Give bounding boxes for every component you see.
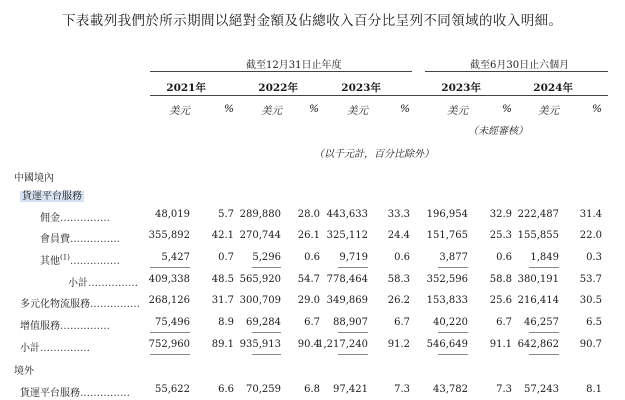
- cell-others-2022-amount: 5,296: [252, 252, 281, 263]
- cell-membership-fee-2023h1-amount: 151,765: [426, 230, 468, 241]
- subtotal-rule: [338, 332, 368, 333]
- year-header-rule: [150, 95, 608, 96]
- unit-pct-2022: %: [309, 103, 319, 115]
- cell-others-2024h1-amount: 1,849: [530, 252, 559, 263]
- unaudited-note: （未經審核）: [468, 126, 528, 137]
- leader-dots: ……………: [90, 299, 140, 310]
- cell-others-2023-amount: 9,719: [339, 252, 368, 263]
- cell-commission-2023-pct: 33.3: [387, 209, 410, 220]
- cell-overseas-freight-platform-2023h1-pct: 7.3: [496, 384, 512, 395]
- cell-domestic-subtotal-2021-pct: 89.1: [211, 339, 234, 350]
- cell-diversified-logistics-2023-pct: 26.2: [387, 295, 410, 306]
- unit-amount-2023: 美元: [347, 105, 368, 117]
- cell-value-added-2023h1-pct: 6.7: [496, 317, 512, 328]
- unit-pct-2023: %: [400, 103, 410, 115]
- row-label-text: 佣金: [40, 213, 60, 224]
- subtotal-rule: [438, 332, 468, 333]
- cell-others-2023h1-amount: 3,877: [439, 252, 468, 263]
- cell-others-2022-pct: 0.6: [304, 252, 320, 263]
- cell-value-added-2024h1-amount: 46,257: [524, 317, 559, 328]
- cell-overseas-freight-platform-2024h1-amount: 57,243: [524, 384, 559, 395]
- cell-domestic-subtotal-2023-amount: 1,217,240: [317, 339, 368, 350]
- cell-domestic-subtotal-2024h1-amount: 642,862: [517, 339, 559, 350]
- cell-freight-subtotal-2022-pct: 54.7: [297, 274, 320, 285]
- subtotal-rule: [438, 267, 468, 268]
- cell-diversified-logistics-2023h1-pct: 25.6: [489, 295, 512, 306]
- leader-dots: ……………: [70, 234, 120, 245]
- subtotal-rule: [150, 332, 190, 333]
- cell-domestic-subtotal-2022-amount: 935,913: [239, 339, 281, 350]
- row-label-value-added: [20, 317, 110, 332]
- annual-period-header: 截至12月31日止年度: [246, 60, 342, 71]
- unit-amount-2022: 美元: [261, 105, 282, 117]
- cell-value-added-2021-amount: 75,496: [155, 317, 190, 328]
- cell-value-added-2023h1-amount: 40,220: [433, 317, 468, 328]
- cell-value-added-2023-amount: 88,907: [333, 317, 368, 328]
- year-header-2023: 2023年: [341, 82, 381, 94]
- row-label-text: 其他: [40, 256, 60, 267]
- cell-membership-fee-2021-amount: 355,892: [148, 230, 190, 241]
- cell-overseas-freight-platform-2021-pct: 6.6: [218, 384, 234, 395]
- row-label-text: 多元化物流服務: [20, 299, 90, 310]
- cell-value-added-2023-pct: 6.7: [394, 317, 410, 328]
- subtotal-rule: [150, 267, 190, 268]
- year-header-2023-half: 2023年: [441, 82, 481, 94]
- annual-header-rule: [150, 71, 412, 72]
- unit-pct-2024-half: %: [592, 103, 602, 115]
- cell-domestic-subtotal-2023h1-amount: 546,649: [426, 339, 468, 350]
- cell-freight-subtotal-2024h1-pct: 53.7: [579, 274, 602, 285]
- unit-amount-2021: 美元: [169, 105, 190, 117]
- cell-membership-fee-2021-pct: 42.1: [211, 230, 234, 241]
- row-label-commission: [40, 209, 110, 224]
- cell-membership-fee-2023-pct: 24.4: [387, 230, 410, 241]
- cell-freight-subtotal-2024h1-amount: 380,191: [517, 274, 559, 285]
- leader-dots: ……………: [60, 321, 110, 332]
- row-label-domestic-subtotal: [20, 339, 90, 354]
- cell-commission-2023h1-amount: 196,954: [426, 209, 468, 220]
- cell-value-added-2024h1-pct: 6.5: [586, 317, 602, 328]
- cell-diversified-logistics-2024h1-amount: 216,414: [517, 295, 559, 306]
- cell-commission-2024h1-pct: 31.4: [579, 209, 602, 220]
- leader-dots: ……………: [40, 343, 90, 354]
- cell-membership-fee-2022-amount: 270,744: [239, 230, 281, 241]
- row-label-text: 小計: [68, 278, 88, 289]
- cell-commission-2022-amount: 289,880: [239, 209, 281, 220]
- subtotal-rule: [252, 354, 281, 355]
- half-year-header-rule: [425, 71, 608, 72]
- unit-amount-2023-half: 美元: [447, 105, 468, 117]
- cell-diversified-logistics-2024h1-pct: 30.5: [579, 295, 602, 306]
- row-label-text: 貨運平台服務: [20, 388, 80, 399]
- cell-commission-2021-amount: 48,019: [155, 209, 190, 220]
- unit-note: （以千元計，百分比除外）: [314, 149, 434, 160]
- subtotal-rule: [338, 267, 368, 268]
- cell-overseas-freight-platform-2023-pct: 7.3: [394, 384, 410, 395]
- leader-dots: ……………: [60, 213, 110, 224]
- row-footnote-marker: (1): [60, 253, 70, 262]
- section-freight-platform: [20, 187, 84, 202]
- row-label-text: 小計: [20, 343, 40, 354]
- subtotal-rule: [438, 354, 468, 355]
- cell-freight-subtotal-2023h1-pct: 58.8: [489, 274, 512, 285]
- cell-freight-subtotal-2023-amount: 778,464: [326, 274, 368, 285]
- subtotal-rule: [252, 332, 281, 333]
- cell-diversified-logistics-2023-amount: 349,869: [326, 295, 368, 306]
- cell-commission-2022-pct: 28.0: [297, 209, 320, 220]
- cell-commission-2024h1-amount: 222,487: [517, 209, 559, 220]
- cell-value-added-2021-pct: 8.9: [218, 317, 234, 328]
- cell-others-2024h1-pct: 0.3: [586, 252, 602, 263]
- cell-diversified-logistics-2021-pct: 31.7: [211, 295, 234, 306]
- unit-pct-2023-half: %: [502, 103, 512, 115]
- leader-dots: ……………: [88, 278, 138, 289]
- cell-domestic-subtotal-2024h1-pct: 90.7: [579, 339, 602, 350]
- section-freight-platform-label: 貨運平台服務: [22, 191, 82, 202]
- cell-membership-fee-2024h1-pct: 22.0: [579, 230, 602, 241]
- subtotal-rule: [338, 354, 368, 355]
- cell-membership-fee-2024h1-amount: 155,855: [517, 230, 559, 241]
- cell-commission-2021-pct: 5.7: [218, 209, 234, 220]
- subtotal-rule: [252, 267, 281, 268]
- cell-freight-subtotal-2022-amount: 565,920: [239, 274, 281, 285]
- leader-dots: ……………: [80, 388, 130, 399]
- row-label-text: 會員費: [40, 234, 70, 245]
- cell-domestic-subtotal-2023h1-pct: 91.1: [489, 339, 512, 350]
- cell-freight-subtotal-2021-amount: 409,338: [148, 274, 190, 285]
- cell-others-2023-pct: 0.6: [394, 252, 410, 263]
- row-label-membership-fee: [40, 230, 120, 245]
- section-domestic: 中國境內: [14, 173, 54, 184]
- section-overseas: 境外: [14, 366, 34, 377]
- cell-commission-2023h1-pct: 32.9: [489, 209, 512, 220]
- cell-diversified-logistics-2021-amount: 268,126: [148, 295, 190, 306]
- subtotal-rule: [529, 267, 559, 268]
- year-header-2022: 2022年: [258, 82, 298, 94]
- year-header-2024-half: 2024年: [533, 82, 573, 94]
- cell-domestic-subtotal-2021-amount: 752,960: [148, 339, 190, 350]
- year-header-2021: 2021年: [166, 82, 206, 94]
- subtotal-rule: [529, 354, 559, 355]
- cell-diversified-logistics-2022-amount: 300,709: [239, 295, 281, 306]
- subtotal-rule: [150, 354, 190, 355]
- cell-others-2021-amount: 5,427: [161, 252, 190, 263]
- cell-freight-subtotal-2023h1-amount: 352,596: [426, 274, 468, 285]
- row-label-overseas-freight-platform: [20, 384, 130, 399]
- cell-value-added-2022-amount: 69,284: [246, 317, 281, 328]
- cell-freight-subtotal-2021-pct: 48.5: [211, 274, 234, 285]
- cell-overseas-freight-platform-2023h1-amount: 43,782: [433, 384, 468, 395]
- cell-membership-fee-2023-amount: 325,112: [326, 230, 368, 241]
- cell-diversified-logistics-2022-pct: 29.0: [297, 295, 320, 306]
- cell-overseas-freight-platform-2024h1-pct: 8.1: [586, 384, 602, 395]
- cell-others-2021-pct: 0.7: [218, 252, 234, 263]
- cell-overseas-freight-platform-2023-amount: 97,421: [333, 384, 368, 395]
- cell-diversified-logistics-2023h1-amount: 153,833: [426, 295, 468, 306]
- unit-pct-2021: %: [224, 103, 234, 115]
- leader-dots: ……………: [69, 256, 120, 267]
- cell-value-added-2022-pct: 6.7: [304, 317, 320, 328]
- unit-amount-2024-half: 美元: [538, 105, 559, 117]
- subtotal-rule: [529, 332, 559, 333]
- cell-overseas-freight-platform-2022-pct: 6.8: [304, 384, 320, 395]
- row-label-text: 增值服務: [20, 321, 60, 332]
- cell-commission-2023-amount: 443,633: [326, 209, 368, 220]
- cell-membership-fee-2022-pct: 26.1: [297, 230, 320, 241]
- cell-overseas-freight-platform-2021-amount: 55,622: [155, 384, 190, 395]
- cell-domestic-subtotal-2023-pct: 91.2: [387, 339, 410, 350]
- cell-others-2023h1-pct: 0.6: [496, 252, 512, 263]
- cell-membership-fee-2023h1-pct: 25.3: [489, 230, 512, 241]
- cell-domestic-subtotal-2022-pct: 90.4: [297, 339, 320, 350]
- cell-freight-subtotal-2023-pct: 58.3: [387, 274, 410, 285]
- row-label-others: [40, 252, 120, 267]
- cell-overseas-freight-platform-2022-amount: 70,259: [246, 384, 281, 395]
- half-year-period-header: 截至6月30日止六個月: [470, 60, 570, 71]
- intro-text: 下表載列我們於所示期間以絕對金額及佔總收入百分比呈列不同領域的收入明細。: [62, 13, 563, 29]
